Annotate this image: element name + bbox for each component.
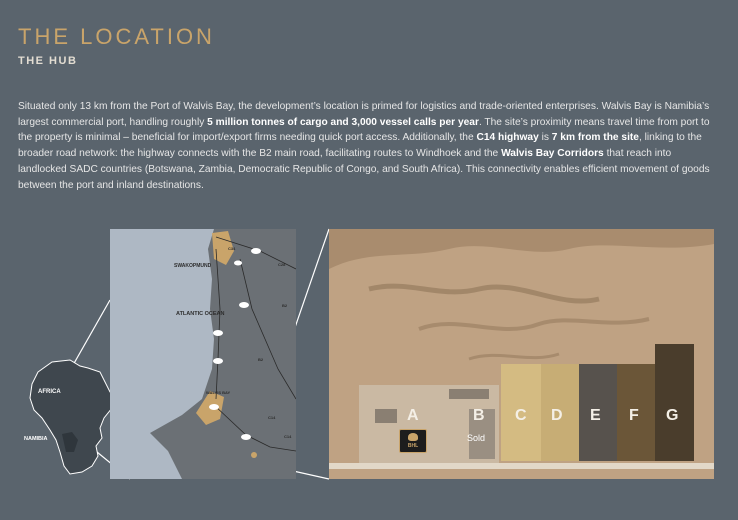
- page-title: THE LOCATION: [18, 24, 215, 49]
- description-text: Situated only 13 km from the Port of Walvis Bay, the development’s location is primed for logistics and trade-oriented enterprises. Walvis Bay is Namibia’s largest commercial port, handling roughly: [18, 101, 710, 128]
- description-highlight: C14 highway: [476, 132, 539, 144]
- company-logo: [399, 429, 427, 453]
- plot-letter-a: A: [407, 407, 419, 424]
- site-marker-icon: [251, 452, 257, 458]
- description-highlight: 5 million tonnes of cargo and 3,000 vessel calls per year: [207, 116, 479, 128]
- building: [449, 389, 489, 399]
- ocean-label: ATLANTIC OCEAN: [176, 311, 225, 317]
- africa-label: AFRICA: [38, 389, 61, 395]
- description-highlight: 7 km from the site: [551, 132, 639, 144]
- road-label-b2: B2: [258, 357, 264, 362]
- logo-emblem-icon: [408, 433, 418, 441]
- terrain-ridge: [329, 229, 714, 269]
- terrain-ridge: [469, 354, 559, 359]
- access-road: [329, 463, 714, 469]
- land-area: [150, 229, 296, 479]
- building: [375, 409, 397, 423]
- terrain-ridge: [419, 319, 649, 329]
- description-highlight: Walvis Bay Corridors: [501, 148, 604, 160]
- page-subtitle: THE HUB: [18, 55, 78, 67]
- swakopmund-label: SWAKOPMUND: [174, 263, 212, 269]
- road-marker: [241, 434, 251, 440]
- regional-map: [110, 229, 296, 479]
- road-label-c14: C14: [268, 415, 276, 420]
- road-marker: [251, 248, 261, 254]
- plot-g[interactable]: [655, 344, 694, 461]
- namibia-label: NAMIBIA: [24, 436, 48, 442]
- site-plan: [329, 229, 714, 479]
- plot-letter-b: B: [473, 407, 485, 424]
- plot-b-status: Sold: [467, 433, 486, 443]
- plot-letter-d: D: [551, 407, 563, 424]
- road-marker: [209, 404, 219, 410]
- road-marker: [239, 302, 249, 308]
- description-text: is: [538, 132, 552, 144]
- road-label-c34: C34: [228, 246, 236, 251]
- description-text: that reach into landlocked SADC countries (Botswana, Zambia, Democratic Republic of Congo, and South Africa). This connectivity enables efficient movement of goods between the port and inland destinations.: [18, 148, 710, 191]
- road-label-b2: B2: [282, 303, 288, 308]
- road-marker: [213, 330, 223, 336]
- road-marker: [213, 358, 223, 364]
- road-label-c14: C14: [284, 434, 292, 439]
- walvis-bay-label: WALVIS BAY: [206, 390, 231, 395]
- description-text: . The site’s proximity means travel time from port to the property is minimal – beneficial for import/export firms needing quick port access. Additionally, the: [18, 116, 710, 144]
- logo-text: BHL: [407, 443, 419, 449]
- plot-letter-f: F: [629, 407, 639, 424]
- road-marker: [234, 261, 242, 266]
- plot-letter-g: G: [666, 407, 679, 424]
- road-label-c28: C28: [278, 262, 286, 267]
- plot-letter-c: C: [515, 407, 527, 424]
- plot-letter-e: E: [590, 407, 601, 424]
- description-text: , linking to the broader road network: the highway connects with the B2 main road, facilitating routes to Windhoek and the: [18, 132, 702, 160]
- terrain-ridge: [369, 286, 599, 301]
